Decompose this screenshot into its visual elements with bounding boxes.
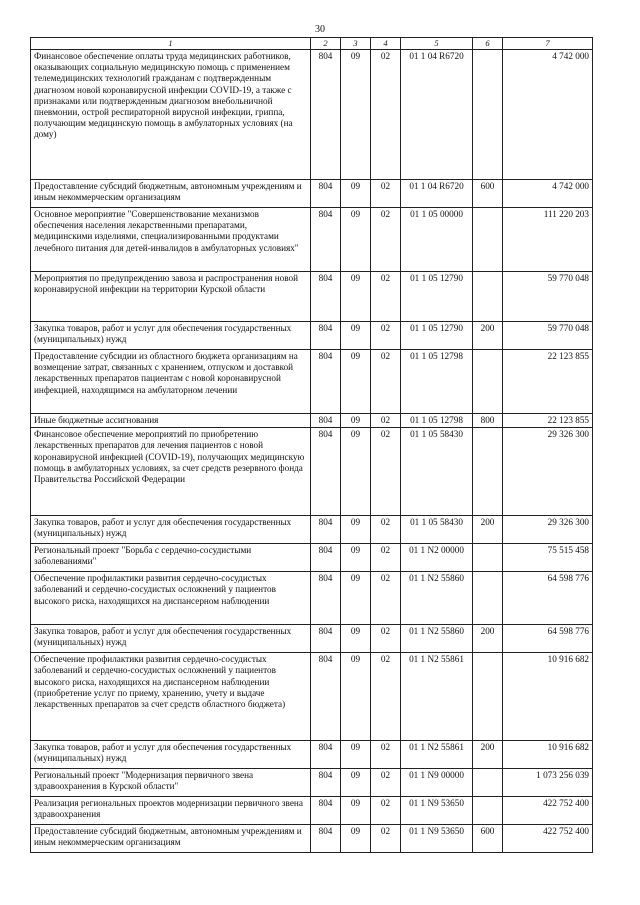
column-header: 5 xyxy=(401,38,473,50)
ministry-code: 804 xyxy=(311,428,341,516)
subsection-code: 02 xyxy=(371,544,401,572)
ministry-code: 804 xyxy=(311,544,341,572)
ministry-code: 804 xyxy=(311,516,341,544)
table-row xyxy=(31,208,593,272)
column-number-row xyxy=(31,38,593,50)
section-code: 09 xyxy=(341,50,371,180)
table-row xyxy=(31,825,593,853)
target-article-code: 01 1 N9 00000 xyxy=(401,769,473,797)
expense-type-code xyxy=(473,572,503,625)
table-row xyxy=(31,350,593,414)
table-row xyxy=(31,572,593,625)
target-article-code: 01 1 05 12790 xyxy=(401,272,473,322)
row-name: Предоставление субсидий бюджетным, автономным учреждениям и иным некоммерческим организациям xyxy=(31,825,311,853)
table-row xyxy=(31,653,593,741)
row-name: Закупка товаров, работ и услуг для обеспечения государственных (муниципальных) нужд xyxy=(31,625,311,653)
ministry-code: 804 xyxy=(311,180,341,208)
subsection-code: 02 xyxy=(371,572,401,625)
table-row xyxy=(31,769,593,797)
row-name: Основное мероприятие "Совершенствование механизмов обеспечения населения лекарственными препаратами, медицинскими изделиями, специализированными продуктами лечебного питания для детей-инвалидов в амбулаторных условиях" xyxy=(31,208,311,272)
expense-type-code: 200 xyxy=(473,741,503,769)
amount: 75 515 458 xyxy=(503,544,593,572)
table-row xyxy=(31,741,593,769)
target-article-code: 01 1 05 12798 xyxy=(401,414,473,428)
section-code: 09 xyxy=(341,322,371,350)
table-row xyxy=(31,797,593,825)
amount: 10 916 682 xyxy=(503,741,593,769)
column-header: 1 xyxy=(31,38,311,50)
expense-type-code: 200 xyxy=(473,625,503,653)
row-name: Обеспечение профилактики развития сердечно-сосудистых заболеваний и сердечно-сосудистых осложнений у пациентов высокого риска, находящихся на диспансерном наблюдении (приобретение услуг по приему, хранению, учету и выдаче лекарственных препаратов за счет средств областного бюджета) xyxy=(31,653,311,741)
ministry-code: 804 xyxy=(311,653,341,741)
amount: 1 073 256 039 xyxy=(503,769,593,797)
subsection-code: 02 xyxy=(371,180,401,208)
ministry-code: 804 xyxy=(311,208,341,272)
ministry-code: 804 xyxy=(311,414,341,428)
row-name: Предоставление субсидии из областного бюджета организациям на возмещение затрат, связанных с хранением, отпуском и доставкой лекарственных препаратов пациентам с новой коронавирусной инфекцией, находящимся на амбулаторном лечении xyxy=(31,350,311,414)
section-code: 09 xyxy=(341,572,371,625)
amount: 22 123 855 xyxy=(503,350,593,414)
target-article-code: 01 1 05 00000 xyxy=(401,208,473,272)
section-code: 09 xyxy=(341,544,371,572)
amount: 59 770 048 xyxy=(503,322,593,350)
target-article-code: 01 1 N2 00000 xyxy=(401,544,473,572)
section-code: 09 xyxy=(341,825,371,853)
subsection-code: 02 xyxy=(371,350,401,414)
expense-type-code xyxy=(473,769,503,797)
expense-type-code: 600 xyxy=(473,825,503,853)
subsection-code: 02 xyxy=(371,797,401,825)
section-code: 09 xyxy=(341,208,371,272)
table-row xyxy=(31,50,593,180)
subsection-code: 02 xyxy=(371,625,401,653)
amount: 4 742 000 xyxy=(503,50,593,180)
target-article-code: 01 1 05 12790 xyxy=(401,322,473,350)
row-name: Региональный проект "Борьба с сердечно-сосудистыми заболеваниями" xyxy=(31,544,311,572)
expense-type-code: 200 xyxy=(473,322,503,350)
expense-type-code xyxy=(473,653,503,741)
section-code: 09 xyxy=(341,769,371,797)
target-article-code: 01 1 N9 53650 xyxy=(401,797,473,825)
expense-type-code xyxy=(473,544,503,572)
subsection-code: 02 xyxy=(371,769,401,797)
section-code: 09 xyxy=(341,180,371,208)
column-header: 4 xyxy=(371,38,401,50)
expense-type-code xyxy=(473,50,503,180)
row-name: Иные бюджетные ассигнования xyxy=(31,414,311,428)
subsection-code: 02 xyxy=(371,208,401,272)
section-code: 09 xyxy=(341,625,371,653)
amount: 422 752 400 xyxy=(503,797,593,825)
budget-table xyxy=(30,37,593,853)
target-article-code: 01 1 04 R6720 xyxy=(401,180,473,208)
table-row xyxy=(31,544,593,572)
row-name: Обеспечение профилактики развития сердечно-сосудистых заболеваний и сердечно-сосудистых осложнений у пациентов высокого риска, находящихся на диспансерном наблюдении xyxy=(31,572,311,625)
column-header: 7 xyxy=(503,38,593,50)
ministry-code: 804 xyxy=(311,769,341,797)
ministry-code: 804 xyxy=(311,797,341,825)
subsection-code: 02 xyxy=(371,653,401,741)
subsection-code: 02 xyxy=(371,272,401,322)
amount: 29 326 300 xyxy=(503,428,593,516)
target-article-code: 01 1 05 12798 xyxy=(401,350,473,414)
row-name: Финансовое обеспечение оплаты труда медицинских работников, оказывающих социальную медицинскую помощь с применением телемедицинских технологий гражданам с подтвержденным диагнозом новой коронавирусной инфекции COVID-19, а также с признаками или подтвержденным диагнозом внебольничной пневмонии, острой респираторной вирусной инфекции, гриппа, получающим медицинскую помощь в амбулаторных условиях (на дому) xyxy=(31,50,311,180)
target-article-code: 01 1 N2 55860 xyxy=(401,572,473,625)
section-code: 09 xyxy=(341,741,371,769)
page-number: 30 xyxy=(315,24,325,35)
expense-type-code: 200 xyxy=(473,516,503,544)
expense-type-code xyxy=(473,272,503,322)
subsection-code: 02 xyxy=(371,428,401,516)
ministry-code: 804 xyxy=(311,322,341,350)
column-header: 3 xyxy=(341,38,371,50)
subsection-code: 02 xyxy=(371,322,401,350)
amount: 64 598 776 xyxy=(503,625,593,653)
table-row xyxy=(31,322,593,350)
subsection-code: 02 xyxy=(371,825,401,853)
section-code: 09 xyxy=(341,272,371,322)
amount: 111 220 203 xyxy=(503,208,593,272)
row-name: Закупка товаров, работ и услуг для обеспечения государственных (муниципальных) нужд xyxy=(31,322,311,350)
expense-type-code: 600 xyxy=(473,180,503,208)
table-row xyxy=(31,516,593,544)
amount: 64 598 776 xyxy=(503,572,593,625)
subsection-code: 02 xyxy=(371,414,401,428)
section-code: 09 xyxy=(341,797,371,825)
ministry-code: 804 xyxy=(311,50,341,180)
expense-type-code xyxy=(473,428,503,516)
target-article-code: 01 1 N2 55861 xyxy=(401,653,473,741)
row-name: Закупка товаров, работ и услуг для обеспечения государственных (муниципальных) нужд xyxy=(31,741,311,769)
expense-type-code xyxy=(473,208,503,272)
section-code: 09 xyxy=(341,653,371,741)
subsection-code: 02 xyxy=(371,50,401,180)
target-article-code: 01 1 N2 55861 xyxy=(401,741,473,769)
column-header: 2 xyxy=(311,38,341,50)
table-row xyxy=(31,414,593,428)
expense-type-code xyxy=(473,797,503,825)
subsection-code: 02 xyxy=(371,516,401,544)
section-code: 09 xyxy=(341,414,371,428)
table-row xyxy=(31,625,593,653)
subsection-code: 02 xyxy=(371,741,401,769)
ministry-code: 804 xyxy=(311,272,341,322)
row-name: Мероприятия по предупреждению завоза и распространения новой коронавирусной инфекции на территории Курской области xyxy=(31,272,311,322)
amount: 29 326 300 xyxy=(503,516,593,544)
ministry-code: 804 xyxy=(311,825,341,853)
table-row xyxy=(31,272,593,322)
ministry-code: 804 xyxy=(311,625,341,653)
section-code: 09 xyxy=(341,350,371,414)
ministry-code: 804 xyxy=(311,741,341,769)
section-code: 09 xyxy=(341,516,371,544)
amount: 10 916 682 xyxy=(503,653,593,741)
table-row xyxy=(31,428,593,516)
table-row xyxy=(31,180,593,208)
target-article-code: 01 1 04 R6720 xyxy=(401,50,473,180)
target-article-code: 01 1 05 58430 xyxy=(401,428,473,516)
row-name: Региональный проект "Модернизация первичного звена здравоохранения в Курской области" xyxy=(31,769,311,797)
row-name: Реализация региональных проектов модернизации первичного звена здравоохранения xyxy=(31,797,311,825)
amount: 22 123 855 xyxy=(503,414,593,428)
target-article-code: 01 1 N2 55860 xyxy=(401,625,473,653)
column-header: 6 xyxy=(473,38,503,50)
section-code: 09 xyxy=(341,428,371,516)
row-name: Финансовое обеспечение мероприятий по приобретению лекарственных препаратов для лечения пациентов с новой коронавирусной инфекцией (COVID-19), получающих медицинскую помощь в амбулаторных условиях, за счет средств резервного фонда Правительства Российской Федерации xyxy=(31,428,311,516)
amount: 422 752 400 xyxy=(503,825,593,853)
amount: 59 770 048 xyxy=(503,272,593,322)
expense-type-code: 800 xyxy=(473,414,503,428)
ministry-code: 804 xyxy=(311,572,341,625)
row-name: Предоставление субсидий бюджетным, автономным учреждениям и иным некоммерческим организациям xyxy=(31,180,311,208)
row-name: Закупка товаров, работ и услуг для обеспечения государственных (муниципальных) нужд xyxy=(31,516,311,544)
ministry-code: 804 xyxy=(311,350,341,414)
amount: 4 742 000 xyxy=(503,180,593,208)
expense-type-code xyxy=(473,350,503,414)
target-article-code: 01 1 N9 53650 xyxy=(401,825,473,853)
target-article-code: 01 1 05 58430 xyxy=(401,516,473,544)
